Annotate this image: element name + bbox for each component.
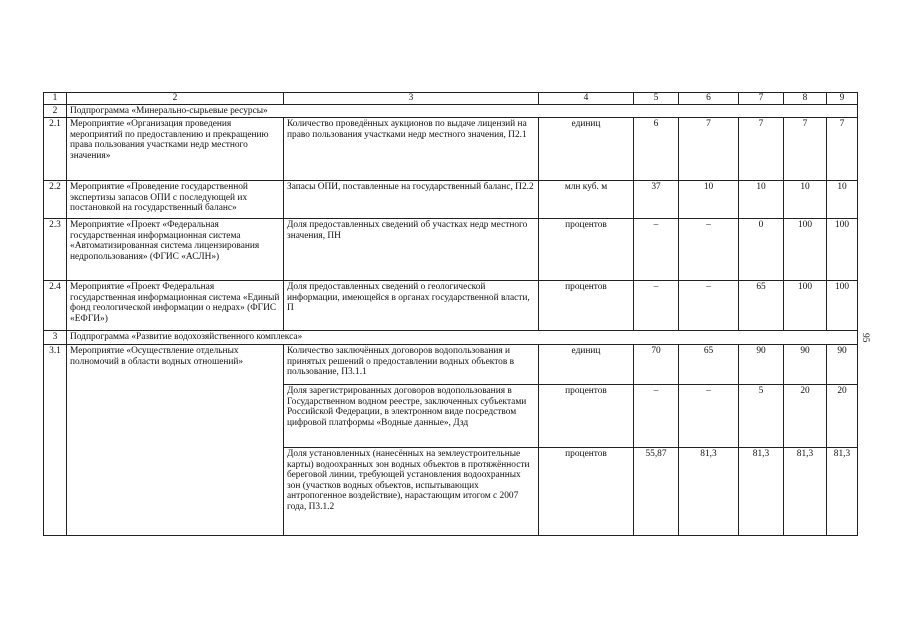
value-cell: 90 xyxy=(739,345,784,385)
value-cell: 10 xyxy=(739,181,784,219)
section-title: Подпрограмма «Минерально-сырьевые ресурсы» xyxy=(67,104,858,118)
measure-cell: Мероприятие «Проект «Федеральная государственная информационная система «Автоматизированная система лицензирования недропользования» (ФГИС «АСЛН») xyxy=(67,219,284,281)
value-cell: 81,3 xyxy=(739,448,784,536)
section-row xyxy=(44,331,858,345)
row-number: 2.2 xyxy=(44,181,67,219)
value-cell: 20 xyxy=(784,385,827,448)
value-cell: 81,3 xyxy=(827,448,858,536)
value-cell: 65 xyxy=(739,281,784,331)
measure-cell: Мероприятие «Организация проведения мероприятий по предоставлению и прекращению права пользования участками недр местного значения» xyxy=(67,118,284,181)
value-cell: 0 xyxy=(739,219,784,281)
indicator-cell: Доля зарегистрированных договоров водопользования в Государственном водном реестре, заключенных субъектами Российской Федерации, в электронном виде посредством цифровой платформы «Водные данные», Дзд xyxy=(284,385,539,448)
value-cell: 100 xyxy=(784,281,827,331)
value-cell: – xyxy=(679,281,739,331)
program-indicators-table xyxy=(43,92,858,536)
value-cell: 10 xyxy=(679,181,739,219)
value-cell: 7 xyxy=(679,118,739,181)
indicator-cell: Количество проведённых аукционов по выдаче лицензий на право пользования участками недр местного значения, П2.1 xyxy=(284,118,539,181)
value-cell: – xyxy=(634,281,679,331)
page-number: 95 xyxy=(860,333,870,343)
section-row xyxy=(44,104,858,118)
value-cell: 20 xyxy=(827,385,858,448)
value-cell: 10 xyxy=(784,181,827,219)
measure-cell: Мероприятие «Осуществление отдельных полномочий в области водных отношений» xyxy=(67,345,284,536)
value-cell: 37 xyxy=(634,181,679,219)
row-number: 3.1 xyxy=(44,345,67,536)
measure-cell: Мероприятие «Проведение государственной экспертизы запасов ОПИ с последующей их постановкой на государственный баланс» xyxy=(67,181,284,219)
row-number: 3 xyxy=(44,331,67,345)
value-cell: – xyxy=(634,219,679,281)
column-number-row xyxy=(44,93,858,105)
value-cell: – xyxy=(679,219,739,281)
column-header: 3 xyxy=(284,93,539,105)
indicator-cell: Доля установленных (нанесённых на землеустроительные карты) водоохранных зон водных объектов в протяжённости береговой линии, требующей установления водоохранных зон (участков водных объектов, испытывающих антропогенное воздействие), нарастающим итогом с 2007 года, П3.1.2 xyxy=(284,448,539,536)
column-header: 7 xyxy=(739,93,784,105)
value-cell: – xyxy=(679,385,739,448)
value-cell: 90 xyxy=(784,345,827,385)
unit-cell: процентов xyxy=(539,385,634,448)
unit-cell: млн куб. м xyxy=(539,181,634,219)
unit-cell: процентов xyxy=(539,448,634,536)
table-row xyxy=(44,118,858,181)
column-header: 8 xyxy=(784,93,827,105)
unit-cell: единиц xyxy=(539,118,634,181)
value-cell: 7 xyxy=(739,118,784,181)
column-header: 6 xyxy=(679,93,739,105)
value-cell: 90 xyxy=(827,345,858,385)
value-cell: 6 xyxy=(634,118,679,181)
value-cell: – xyxy=(634,385,679,448)
row-number: 2 xyxy=(44,104,67,118)
value-cell: 100 xyxy=(784,219,827,281)
table-row xyxy=(44,281,858,331)
value-cell: 81,3 xyxy=(784,448,827,536)
measure-cell: Мероприятие «Проект Федеральная государственная информационная система «Единый фонд геологической информации о недрах» (ФГИС «ЕФГИ») xyxy=(67,281,284,331)
column-header: 5 xyxy=(634,93,679,105)
unit-cell: процентов xyxy=(539,219,634,281)
value-cell: 7 xyxy=(784,118,827,181)
row-number: 2.3 xyxy=(44,219,67,281)
value-cell: 55,87 xyxy=(634,448,679,536)
column-header: 9 xyxy=(827,93,858,105)
table-row xyxy=(44,219,858,281)
indicator-cell: Запасы ОПИ, поставленные на государственный баланс, П2.2 xyxy=(284,181,539,219)
indicator-cell: Доля предоставленных сведений о геологической информации, имеющейся в органах государственной власти, П xyxy=(284,281,539,331)
value-cell: 100 xyxy=(827,281,858,331)
value-cell: 81,3 xyxy=(679,448,739,536)
table-row xyxy=(44,345,858,385)
value-cell: 10 xyxy=(827,181,858,219)
column-header: 4 xyxy=(539,93,634,105)
value-cell: 7 xyxy=(827,118,858,181)
value-cell: 5 xyxy=(739,385,784,448)
value-cell: 100 xyxy=(827,219,858,281)
unit-cell: единиц xyxy=(539,345,634,385)
table-row xyxy=(44,181,858,219)
row-number: 2.4 xyxy=(44,281,67,331)
section-title: Подпрограмма «Развитие водохозяйственного комплекса» xyxy=(67,331,858,345)
indicator-cell: Количество заключённых договоров водопользования и принятых решений о предоставлении водных объектов в пользование, П3.1.1 xyxy=(284,345,539,385)
value-cell: 70 xyxy=(634,345,679,385)
unit-cell: процентов xyxy=(539,281,634,331)
column-header: 1 xyxy=(44,93,67,105)
indicator-cell: Доля предоставленных сведений об участках недр местного значения, ПН xyxy=(284,219,539,281)
row-number: 2.1 xyxy=(44,118,67,181)
column-header: 2 xyxy=(67,93,284,105)
value-cell: 65 xyxy=(679,345,739,385)
